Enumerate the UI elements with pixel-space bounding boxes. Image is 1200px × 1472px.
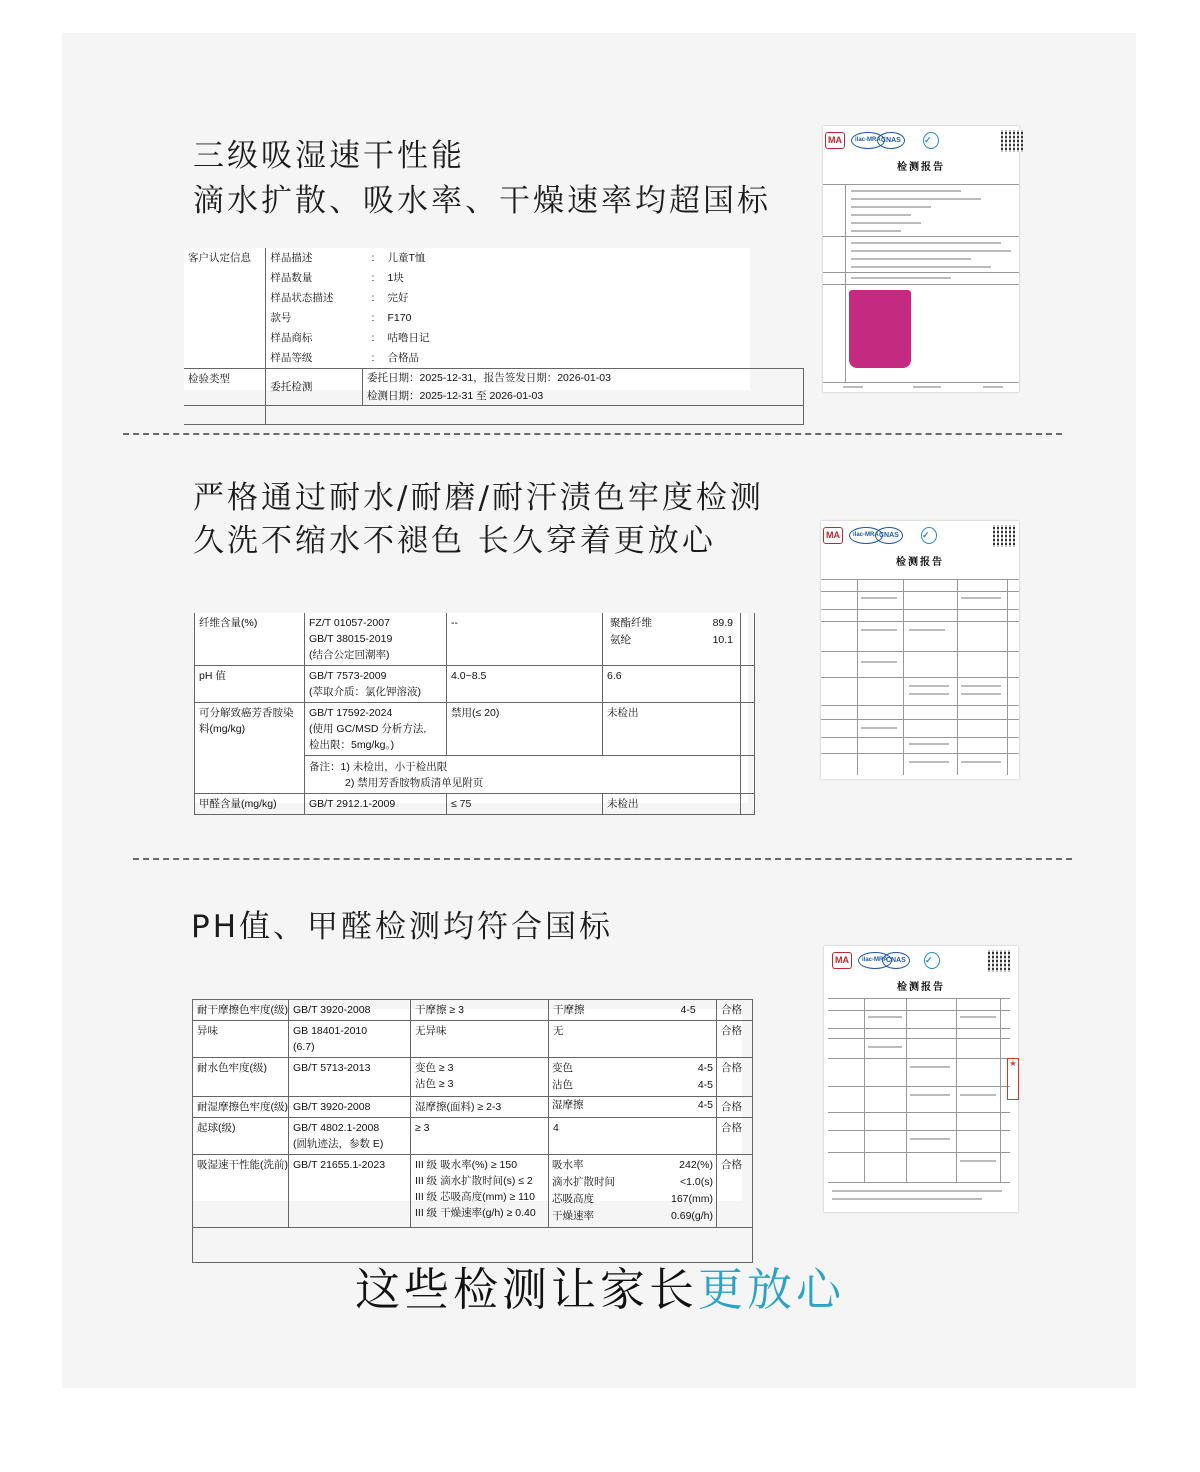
sample-info-label: 样品状态描述 [266, 288, 363, 308]
azo-note-2: 2) 禁用芳香胺物质清单见附页 [345, 777, 484, 789]
inspect-type-label: 检验类型 [184, 369, 266, 406]
odor-requirement: 无异味 [411, 1021, 549, 1058]
fiber-method-3: (结合公定回潮率) [309, 649, 390, 661]
qr-code-icon [988, 950, 1010, 972]
ilac-mra-logo: ilac-MRA [851, 132, 885, 149]
dates-line1: 委托日期：2025-12-31，报告签发日期：2026-01-03 [366, 372, 611, 384]
water-req-2: 沾色 ≥ 3 [415, 1078, 454, 1090]
water-result-value: 4-5 [697, 1079, 713, 1091]
odor-result: 无 [549, 1021, 717, 1058]
report-header [823, 126, 1019, 156]
section1-report-thumbnail [823, 126, 1019, 392]
ph-requirement: 4.0~8.5 [447, 666, 603, 703]
sample-info-value: 完好 [387, 292, 409, 304]
moisture-result-value: <1.0(s) [680, 1176, 713, 1188]
azo-row [195, 703, 755, 756]
section3-report-excerpt [192, 1004, 742, 1222]
red-stamp-icon: ★ [1007, 1058, 1019, 1100]
moisture-result-value: 167(mm) [670, 1193, 713, 1205]
moisture-result-label: 滴水扩散时间 [552, 1176, 615, 1188]
ilac-mra-logo: ilac-MRA [849, 527, 883, 544]
fiber-result-label: 氨纶 [610, 634, 631, 646]
fiber-requirement: -- [447, 613, 603, 666]
sample-info-colon: : [371, 352, 375, 364]
water-req-1: 变色 ≥ 3 [415, 1062, 454, 1074]
water-verdict: 合格 [717, 1058, 753, 1097]
section2-report-excerpt [194, 613, 748, 810]
section2-heading-line2: 久洗不缩水不褪色 长久穿着更放心 [193, 523, 716, 559]
wetrub-method: GB/T 3920-2008 [289, 1097, 411, 1118]
azo-result: 未检出 [603, 703, 741, 756]
sample-info-category [184, 308, 266, 328]
dry-rub-row-cut: 耐干摩擦色牢度(级) GB/T 3920-2008 干摩擦 ≥ 3 干摩擦 4-5 合格 [193, 1000, 753, 1021]
sample-info-row [184, 348, 804, 369]
wetrub-result-label: 湿摩擦 [552, 1099, 584, 1111]
moisture-req-3: III 级 芯吸高度(mm) ≥ 110 [415, 1191, 535, 1203]
cnas-logo: CNAS [875, 527, 903, 544]
section2-heading-line1: 严格通过耐水/耐磨/耐汗渍色牢度检测 [193, 480, 764, 516]
odor-method-2: (6.7) [293, 1041, 315, 1053]
azo-note-1: 备注：1) 未检出，小于检出限 [309, 761, 448, 773]
sample-info-label: 样品描述 [266, 248, 363, 268]
azo-method-2: (使用 GC/MSD 分析方法, [309, 723, 427, 735]
ph-item: pH 值 [195, 666, 305, 703]
pilling-method-2: (圆轨迹法，参数 E) [293, 1138, 384, 1150]
dates-line2: 检测日期：2025-12-31 至 2026-01-03 [366, 390, 544, 402]
ph-method-2: (萃取介质：氯化钾溶液) [309, 686, 421, 698]
moisture-result-label: 芯吸高度 [552, 1193, 594, 1205]
fiber-method-1: FZ/T 01057-2007 [309, 617, 390, 629]
sample-info-label: 样品商标 [266, 328, 363, 348]
sample-info-value: 咕噜日记 [387, 332, 430, 344]
azo-requirement: 禁用(≤ 20) [447, 703, 603, 756]
water-result-row [549, 1060, 716, 1077]
footer-text-main: 这些检测让家长 [354, 1263, 698, 1316]
water-fastness-row [193, 1058, 753, 1097]
fiber-item: 纤维含量(%) [195, 613, 305, 666]
sample-info-table [184, 248, 804, 425]
azo-method-3: 检出限：5mg/kg。) [309, 739, 395, 751]
wetrub-result-value: 4-5 [697, 1099, 713, 1111]
sample-info-label: 样品数量 [266, 268, 363, 288]
moisture-result-row [549, 1191, 716, 1208]
section-divider-1 [123, 433, 1062, 435]
section1-heading-line1: 三级吸湿速干性能 [193, 138, 465, 174]
sample-info-row [184, 328, 804, 348]
azo-item-1: 可分解致癌芳香胺染 [199, 707, 294, 719]
sample-info-colon: : [371, 272, 375, 284]
cnas-logo: CNAS [882, 952, 910, 969]
sample-info-colon: : [371, 332, 375, 344]
formaldehyde-row-cut: 甲醛含量(mg/kg) GB/T 2912.1-2009 ≤ 75 未检出 [195, 794, 755, 815]
water-result-row [549, 1077, 716, 1094]
water-results [549, 1060, 716, 1094]
wetrub-verdict: 合格 [717, 1097, 753, 1118]
sample-info-value: 儿童T恤 [387, 252, 426, 264]
inspect-type-value: 委托检测 [266, 369, 363, 406]
sample-fabric-photo [849, 290, 911, 368]
cnas-logo: CNAS [877, 132, 905, 149]
water-result-label: 变色 [552, 1062, 573, 1074]
sample-info-category [184, 348, 266, 369]
sample-info-category: 客户认定信息 [184, 248, 266, 268]
odor-method-1: GB 18401-2010 [293, 1025, 368, 1037]
fiber-result-value: 89.9 [712, 617, 733, 629]
moisture-result-row [549, 1157, 716, 1174]
odor-row [193, 1021, 753, 1058]
moisture-item: 吸湿速干性能(洗前) [193, 1155, 289, 1228]
ma-logo: MA [832, 952, 852, 969]
pilling-result: 4 [549, 1118, 717, 1155]
azo-item-2: 料(mg/kg) [199, 723, 246, 735]
moisture-result-value: 0.69(g/h) [670, 1210, 713, 1222]
water-result-label: 沾色 [552, 1079, 573, 1091]
ma-logo: MA [823, 527, 843, 544]
sample-info-row [184, 308, 804, 328]
qr-code-icon [993, 525, 1015, 547]
inspect-type-row [184, 369, 804, 406]
wetrub-results [549, 1097, 716, 1114]
moisture-req-4: III 级 干燥速率(g/h) ≥ 0.40 [415, 1207, 536, 1219]
moisture-result-row [549, 1208, 716, 1225]
ph-row [195, 666, 755, 703]
moisture-verdict: 合格 [717, 1155, 753, 1228]
wetrub-requirement: 湿摩擦(面料) ≥ 2-3 [411, 1097, 549, 1118]
fiber-row [195, 613, 755, 666]
pilling-row [193, 1118, 753, 1155]
sample-info-category [184, 288, 266, 308]
sample-info-row [184, 268, 804, 288]
moisture-result-label: 干燥速率 [552, 1210, 594, 1222]
sample-info-category [184, 328, 266, 348]
moisture-result-value: 242(%) [679, 1159, 713, 1171]
sample-info-row [184, 288, 804, 308]
qr-code-icon [1001, 130, 1023, 152]
section3-report-thumbnail [824, 946, 1018, 1212]
cut-off-row [184, 406, 804, 425]
moisture-req-2: III 级 滴水扩散时间(s) ≤ 2 [415, 1175, 533, 1187]
sample-info-colon: : [371, 252, 375, 264]
seal-icon: ✓ [924, 952, 940, 969]
moisture-result-label: 吸水率 [552, 1159, 584, 1171]
section3-heading-line1: PH值、甲醛检测均符合国标 [191, 909, 614, 945]
seal-icon: ✓ [921, 527, 937, 544]
fiber-result-row [607, 615, 736, 632]
fiber-result-label: 聚酯纤维 [610, 617, 652, 629]
pilling-method-1: GB/T 4802.1-2008 [293, 1122, 380, 1134]
odor-verdict: 合格 [717, 1021, 753, 1058]
odor-item: 异味 [193, 1021, 289, 1058]
wetrub-item: 耐湿摩擦色牢度(级) [193, 1097, 289, 1118]
section1-heading-line2: 滴水扩散、吸水率、干燥速率均超国标 [193, 183, 771, 219]
wet-rub-row [193, 1097, 753, 1118]
sample-info-colon: : [371, 312, 375, 324]
sample-info-rows [184, 248, 804, 369]
wetrub-result-row [549, 1097, 716, 1114]
sample-info-label: 款号 [266, 308, 363, 328]
water-item: 耐水色牢度(级) [193, 1058, 289, 1097]
section1-report-excerpt [184, 248, 750, 402]
report-title: 检测报告 [897, 982, 945, 993]
colorfastness-table [192, 999, 753, 1263]
seal-icon: ✓ [923, 132, 939, 149]
report-title: 检测报告 [897, 162, 945, 173]
sample-info-colon: : [371, 292, 375, 304]
water-method: GB/T 5713-2013 [289, 1058, 411, 1097]
footer-slogan [0, 1253, 1200, 1318]
ma-logo: MA [825, 132, 845, 149]
sample-info-value: F170 [387, 312, 412, 324]
pilling-verdict: 合格 [717, 1118, 753, 1155]
sample-info-value: 合格品 [387, 352, 419, 364]
section-divider-2 [133, 858, 1072, 860]
pilling-item: 起球(级) [193, 1118, 289, 1155]
azo-method-1: GB/T 17592-2024 [309, 707, 393, 719]
pilling-requirement: ≥ 3 [411, 1118, 549, 1155]
moisture-results [549, 1157, 716, 1225]
moisture-result-row [549, 1174, 716, 1191]
sample-info-label: 样品等级 [266, 348, 363, 369]
fiber-method-2: GB/T 38015-2019 [309, 633, 393, 645]
fiber-ph-azo-table [194, 613, 755, 815]
footer-text-accent: 更放心 [698, 1263, 846, 1316]
fiber-result-row [607, 632, 736, 649]
fiber-result-value: 10.1 [712, 634, 733, 646]
ilac-mra-logo: ilac-MRA [858, 952, 892, 969]
water-result-value: 4-5 [697, 1062, 713, 1074]
ph-method-1: GB/T 7573-2009 [309, 670, 387, 682]
moisture-method: GB/T 21655.1-2023 [289, 1155, 411, 1228]
sample-info-row [184, 248, 804, 268]
moisture-req-1: III 级 吸水率(%) ≥ 150 [415, 1159, 518, 1171]
sample-info-value: 1块 [387, 272, 404, 284]
fiber-results [607, 615, 736, 649]
report-title: 检测报告 [896, 557, 944, 568]
sample-info-category [184, 268, 266, 288]
section2-report-thumbnail [821, 521, 1019, 779]
ph-result: 6.6 [603, 666, 741, 703]
moisture-wicking-row [193, 1155, 753, 1228]
